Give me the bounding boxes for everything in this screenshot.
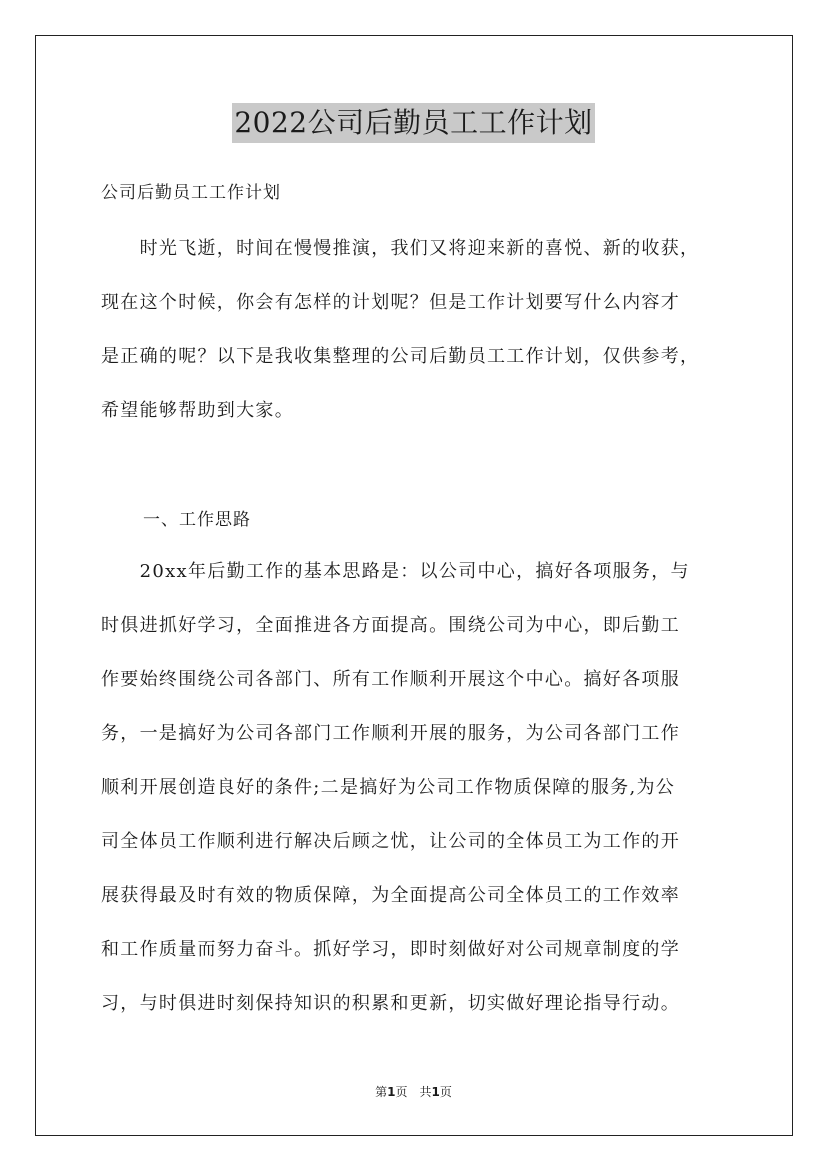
paragraph-line: 顺利开展创造良好的条件;二是搞好为公司工作物质保障的服务,为公	[101, 777, 676, 798]
paragraph-line: 是正确的呢？以下是我收集整理的公司后勤员工工作计划，仅供参考，	[101, 346, 700, 367]
page-total: 1	[431, 1085, 440, 1099]
section-heading: 一、工作思路	[143, 510, 251, 530]
page-label-suffix: 页	[439, 1085, 452, 1099]
paragraph-line: 务，一是搞好为公司各部门工作顺利开展的服务，为公司各部门工作	[101, 723, 680, 744]
paragraph-line: 时光飞逝，时间在慢慢推演，我们又将迎来新的喜悦、新的收获，	[101, 238, 700, 259]
document-title	[0, 103, 827, 143]
body-paragraph	[101, 545, 743, 1031]
paragraph-line: 现在这个时候，你会有怎样的计划呢？但是工作计划要写什么内容才	[101, 292, 680, 313]
document-title-text: 2022公司后勤员工工作计划	[232, 103, 594, 143]
page-label-mid: 页 共	[395, 1085, 432, 1099]
paragraph-line: 作要始终围绕公司各部门、所有工作顺利开展这个中心。搞好各项服	[101, 669, 680, 690]
intro-paragraph	[101, 222, 743, 438]
page-current: 1	[387, 1085, 396, 1099]
page-label-prefix: 第	[375, 1085, 388, 1099]
paragraph-line: 习，与时俱进时刻保持知识的积累和更新，切实做好理论指导行动。	[101, 993, 680, 1014]
paragraph-line: 时俱进抓好学习，全面推进各方面提高。围绕公司为中心，即后勤工	[101, 615, 680, 636]
paragraph-line: 司全体员工作顺利进行解决后顾之忧，让公司的全体员工为工作的开	[101, 831, 680, 852]
paragraph-line: 希望能够帮助到大家。	[101, 400, 294, 421]
paragraph-line: 20xx年后勤工作的基本思路是：以公司中心，搞好各项服务，与	[101, 561, 690, 582]
paragraph-line: 和工作质量而努力奋斗。抓好学习，即时刻做好对公司规章制度的学	[101, 939, 680, 960]
paragraph-line: 展获得最及时有效的物质保障，为全面提高公司全体员工的工作效率	[101, 885, 680, 906]
document-subtitle: 公司后勤员工工作计划	[101, 183, 281, 203]
page-footer	[0, 1083, 827, 1101]
